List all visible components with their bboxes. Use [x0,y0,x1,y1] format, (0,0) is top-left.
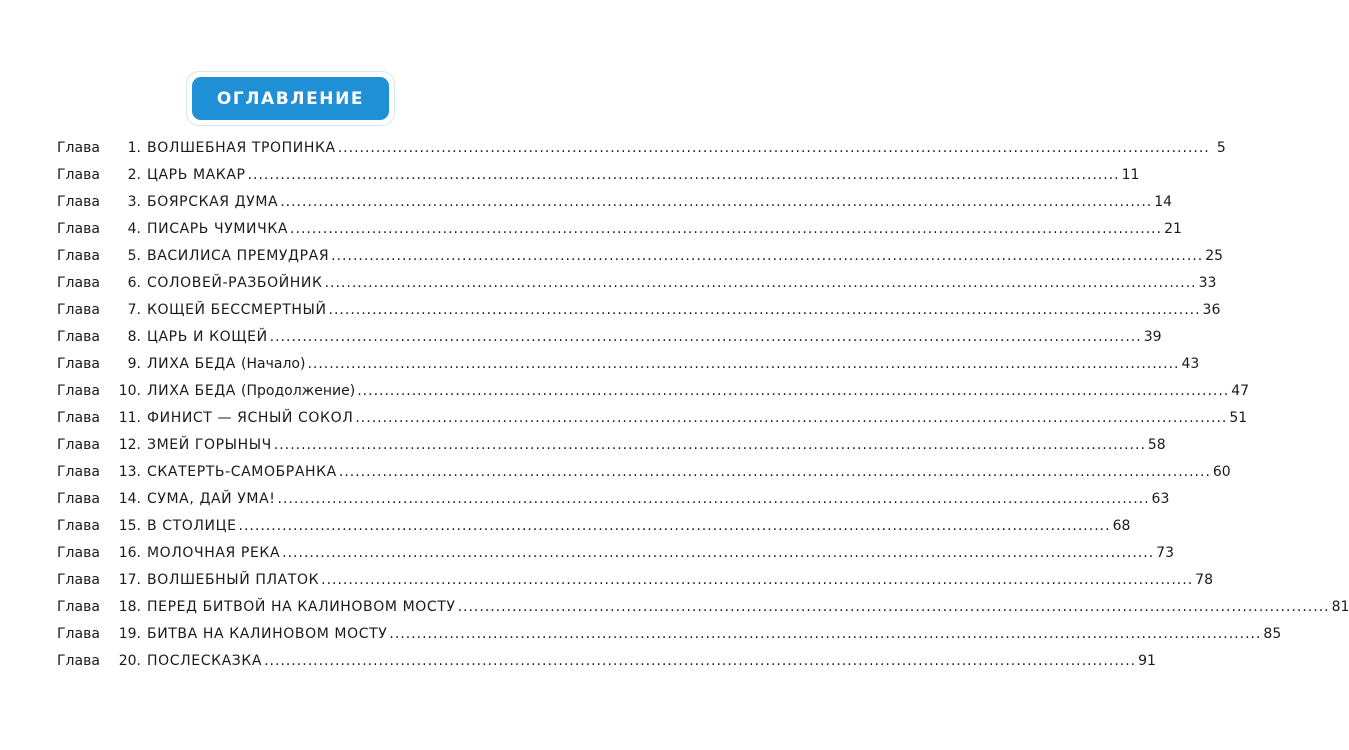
chapter-title [147,567,319,594]
contents-header-fill [192,77,389,120]
chapter-number: 2. [127,167,141,183]
chapter-word: Глава [57,572,100,588]
dot-leader: ................................................................................................................................................................ [331,248,1204,264]
dot-leader: ................................................................................................................................................................ [280,194,1153,210]
dot-leader: ................................................................................................................................................................ [457,599,1330,615]
dot-leader: ................................................................................................................................................................ [238,518,1111,534]
chapter-number: 13. [118,464,141,480]
page-number: 91 [1138,653,1156,669]
chapter-title-text: ФИНИСТ — ЯСНЫЙ СОКОЛ [147,410,354,426]
dot-leader: ................................................................................................................................................................ [389,626,1262,642]
contents-title: ОГЛАВЛЕНИЕ [216,88,365,109]
chapter-title-text: ЗМЕЙ ГОРЫНЫЧ [147,437,272,453]
chapter-word: Глава [57,599,100,615]
page-number: 47 [1231,383,1250,399]
chapter-number: 1. [127,140,141,156]
toc-entry[interactable] [57,378,1250,405]
chapter-title-text: КОЩЕЙ БЕССМЕРТНЫЙ [147,302,327,318]
chapter-word: Глава [57,383,100,399]
page-number: 43 [1181,356,1200,372]
chapter-title [147,432,272,459]
page-number: 39 [1143,329,1162,345]
page-number: 21 [1164,221,1182,237]
toc-entry[interactable] [57,270,1217,297]
toc-entry[interactable] [57,243,1224,270]
chapter-title [147,162,246,189]
chapter-title [147,135,336,162]
toc-entry[interactable] [57,432,1166,459]
chapter-title-text: ЛИХА БЕДА [147,356,236,372]
chapter-title-text: ВОЛШЕБНЫЙ ПЛАТОК [147,572,320,588]
contents-header-badge [187,72,394,125]
chapter-word: Глава [57,356,100,372]
dot-leader: ................................................................................................................................................................ [328,302,1201,318]
chapter-number: 7. [127,302,141,318]
chapter-title-text: БОЯРСКАЯ ДУМА [147,194,279,210]
chapter-title [147,378,355,405]
chapter-title-text: ЦАРЬ И КОЩЕЙ [147,329,268,345]
chapter-number: 8. [127,329,141,345]
chapter-title [147,324,268,351]
dot-leader: ................................................................................................................................................................ [247,167,1120,183]
chapter-title [147,459,337,486]
chapter-title [147,216,288,243]
chapter-number: 17. [118,572,141,588]
chapter-number: 20. [118,653,141,669]
page-number: 85 [1263,626,1282,642]
chapter-title-text: МОЛОЧНАЯ РЕКА [147,545,281,561]
chapter-title-text: ЦАРЬ МАКАР [147,167,246,183]
toc-entry[interactable] [57,297,1221,324]
dot-leader: ................................................................................................................................................................ [357,383,1230,399]
chapter-title [147,621,387,648]
chapter-title-text: БИТВА НА КАЛИНОВОМ МОСТУ [147,626,388,642]
chapter-number: 14. [118,491,141,507]
toc-entry[interactable] [57,135,1226,162]
chapter-subtitle: (Продолжение) [241,383,356,399]
chapter-word: Глава [57,437,100,453]
chapter-word: Глава [57,329,100,345]
chapter-title [147,540,280,567]
toc-entry[interactable] [57,567,1213,594]
chapter-word: Глава [57,248,100,264]
toc-entry[interactable] [57,351,1200,378]
chapter-subtitle: (Начало) [241,356,306,372]
page-number: 5 [1216,140,1226,156]
chapter-title-text: В СТОЛИЦЕ [147,518,237,534]
chapter-number: 15. [118,518,141,534]
dot-leader: ................................................................................................................................................................ [337,140,1210,156]
page-number: 11 [1121,167,1140,183]
toc-entry[interactable] [57,648,1156,675]
page-number: 36 [1202,302,1221,318]
chapter-word: Глава [57,410,100,426]
page-number: 33 [1198,275,1217,291]
chapter-title-text: ВОЛШЕБНАЯ ТРОПИНКА [147,140,336,156]
chapter-number: 9. [127,356,141,372]
page-number: 78 [1195,572,1213,588]
chapter-number: 12. [118,437,141,453]
chapter-title-text: ПЕРЕД БИТВОЙ НА КАЛИНОВОМ МОСТУ [147,599,456,615]
chapter-title [147,189,278,216]
dot-leader: ................................................................................................................................................................ [277,491,1150,507]
chapter-word: Глава [57,545,100,561]
chapter-title [147,594,456,621]
dot-leader: ................................................................................................................................................................ [282,545,1155,561]
chapter-title [147,297,327,324]
table-of-contents [57,135,1349,675]
chapter-word: Глава [57,464,100,480]
chapter-number: 3. [127,194,141,210]
dot-leader: ................................................................................................................................................................ [324,275,1197,291]
page-number: 60 [1212,464,1231,480]
chapter-number: 10. [118,383,141,399]
chapter-word: Глава [57,653,100,669]
chapter-word: Глава [57,221,100,237]
toc-entry[interactable] [57,513,1131,540]
dot-leader: ................................................................................................................................................................ [321,572,1194,588]
toc-entry[interactable] [57,540,1174,567]
toc-entry[interactable] [57,189,1173,216]
chapter-number: 5. [127,248,141,264]
chapter-word: Глава [57,194,100,210]
dot-leader: ................................................................................................................................................................ [307,356,1180,372]
chapter-title-text: ПОСЛЕСКАЗКА [147,653,263,669]
chapter-title-text: ВАСИЛИСА ПРЕМУДРАЯ [147,248,330,264]
chapter-word: Глава [57,302,100,318]
page-number: 14 [1154,194,1173,210]
toc-entry[interactable] [57,216,1182,243]
page-number: 25 [1205,248,1224,264]
dot-leader: ................................................................................................................................................................ [264,653,1137,669]
chapter-word: Глава [57,491,100,507]
page-number: 81 [1331,599,1349,615]
chapter-title-text: ПИСАРЬ ЧУМИЧКА [147,221,289,237]
chapter-number: 6. [127,275,141,291]
chapter-word: Глава [57,518,100,534]
toc-entry[interactable] [57,594,1349,621]
page-number: 51 [1229,410,1248,426]
dot-leader: ................................................................................................................................................................ [355,410,1228,426]
chapter-number: 18. [118,599,141,615]
toc-entry[interactable] [57,459,1231,486]
page-number: 73 [1156,545,1174,561]
toc-entry[interactable] [57,621,1282,648]
chapter-word: Глава [57,140,100,156]
chapter-title [147,648,262,675]
chapter-number: 11. [118,410,141,426]
chapter-title-text: СОЛОВЕЙ-РАЗБОЙНИК [147,275,323,291]
page-number: 68 [1112,518,1131,534]
toc-entry[interactable] [57,162,1140,189]
chapter-title-text: СКАТЕРТЬ-САМОБРАНКА [147,464,337,480]
dot-leader: ................................................................................................................................................................ [273,437,1146,453]
page-number: 63 [1151,491,1170,507]
dot-leader: ................................................................................................................................................................ [269,329,1142,345]
chapter-title [147,243,329,270]
chapter-number: 4. [127,221,141,237]
chapter-title [147,513,237,540]
chapter-word: Глава [57,626,100,642]
toc-entry[interactable] [57,324,1162,351]
chapter-word: Глава [57,275,100,291]
toc-entry[interactable] [57,486,1170,513]
page-number: 58 [1147,437,1166,453]
chapter-title-text: ЛИХА БЕДА [147,383,236,399]
chapter-number: 16. [118,545,141,561]
chapter-title [147,351,305,378]
chapter-title [147,486,276,513]
dot-leader: ................................................................................................................................................................ [338,464,1211,480]
chapter-title-text: СУМА, ДАЙ УМА! [147,491,276,507]
chapter-word: Глава [57,167,100,183]
chapter-title [147,270,323,297]
chapter-title [147,405,353,432]
dot-leader: ................................................................................................................................................................ [290,221,1163,237]
toc-entry[interactable] [57,405,1248,432]
chapter-number: 19. [118,626,141,642]
